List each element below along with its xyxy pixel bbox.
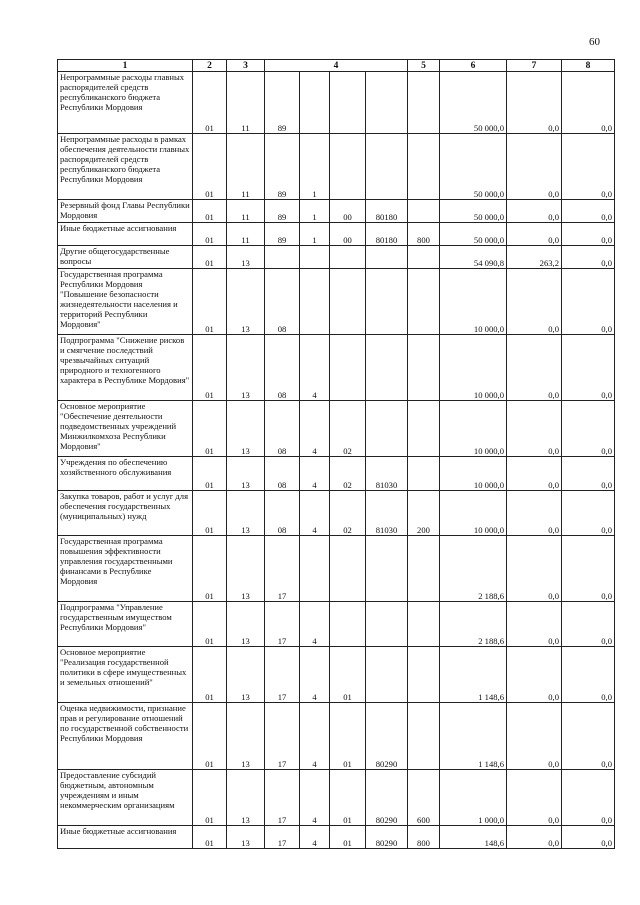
subsection-code-cell: 11 xyxy=(227,200,265,223)
subsection-code-cell: 11 xyxy=(227,223,265,246)
amount-col8-cell: 0,0 xyxy=(562,134,615,200)
amount-col8-cell: 0,0 xyxy=(562,647,615,703)
section-code-cell: 01 xyxy=(193,826,227,849)
subsection-code-cell: 11 xyxy=(227,72,265,134)
direction-code-cell: 81030 xyxy=(366,491,408,536)
table-row xyxy=(58,223,615,246)
subsection-code-cell: 13 xyxy=(227,602,265,647)
section-code-cell: 01 xyxy=(193,770,227,826)
amount-col7-cell: 0,0 xyxy=(507,335,562,401)
section-code-cell: 01 xyxy=(193,269,227,335)
direction-code-cell xyxy=(366,269,408,335)
row-name-cell: Закупка товаров, работ и услуг для обеспечения государственных (муниципальных) нужд xyxy=(58,491,193,536)
amount-col8-cell: 0,0 xyxy=(562,335,615,401)
section-code-cell: 01 xyxy=(193,401,227,457)
program-code-cell: 08 xyxy=(265,269,300,335)
amount-col6-cell: 50 000,0 xyxy=(440,200,507,223)
measure-code-cell xyxy=(330,536,366,602)
amount-col7-cell: 0,0 xyxy=(507,457,562,491)
amount-col8-cell: 0,0 xyxy=(562,491,615,536)
subprogram-code-cell: 1 xyxy=(300,134,330,200)
direction-code-cell: 81030 xyxy=(366,457,408,491)
section-code-cell: 01 xyxy=(193,602,227,647)
measure-code-cell xyxy=(330,72,366,134)
expense-type-cell xyxy=(408,536,440,602)
program-code-cell: 08 xyxy=(265,335,300,401)
amount-col7-cell: 0,0 xyxy=(507,72,562,134)
direction-code-cell xyxy=(366,246,408,269)
amount-col8-cell: 0,0 xyxy=(562,401,615,457)
row-name-cell: Иные бюджетные ассигнования xyxy=(58,223,193,246)
program-code-cell: 17 xyxy=(265,536,300,602)
direction-code-cell: 80290 xyxy=(366,826,408,849)
table-row xyxy=(58,335,615,401)
expense-type-cell: 600 xyxy=(408,770,440,826)
program-code-cell: 17 xyxy=(265,826,300,849)
subprogram-code-cell xyxy=(300,246,330,269)
direction-code-cell xyxy=(366,134,408,200)
table-row xyxy=(58,491,615,536)
amount-col7-cell: 263,2 xyxy=(507,246,562,269)
subprogram-code-cell: 1 xyxy=(300,223,330,246)
table-row xyxy=(58,457,615,491)
direction-code-cell: 80180 xyxy=(366,200,408,223)
amount-col7-cell: 0,0 xyxy=(507,647,562,703)
amount-col7-cell: 0,0 xyxy=(507,770,562,826)
measure-code-cell: 00 xyxy=(330,200,366,223)
table-row xyxy=(58,200,615,223)
section-code-cell: 01 xyxy=(193,703,227,770)
table-body xyxy=(58,72,615,849)
table-row xyxy=(58,770,615,826)
subprogram-code-cell: 4 xyxy=(300,491,330,536)
program-code-cell: 08 xyxy=(265,491,300,536)
measure-code-cell: 01 xyxy=(330,826,366,849)
subsection-code-cell: 13 xyxy=(227,826,265,849)
subprogram-code-cell: 4 xyxy=(300,826,330,849)
table-row xyxy=(58,269,615,335)
subprogram-code-cell xyxy=(300,269,330,335)
program-code-cell: 17 xyxy=(265,602,300,647)
subprogram-code-cell: 4 xyxy=(300,647,330,703)
measure-code-cell: 01 xyxy=(330,647,366,703)
amount-col6-cell: 10 000,0 xyxy=(440,457,507,491)
row-name-cell: Другие общегосударственные вопросы xyxy=(58,246,193,269)
subprogram-code-cell: 1 xyxy=(300,200,330,223)
amount-col8-cell: 0,0 xyxy=(562,770,615,826)
amount-col6-cell: 2 188,6 xyxy=(440,602,507,647)
section-code-cell: 01 xyxy=(193,335,227,401)
table-row xyxy=(58,826,615,849)
section-code-cell: 01 xyxy=(193,223,227,246)
amount-col8-cell: 0,0 xyxy=(562,269,615,335)
expense-type-cell xyxy=(408,647,440,703)
amount-col8-cell: 0,0 xyxy=(562,826,615,849)
expense-type-cell xyxy=(408,269,440,335)
direction-code-cell: 80290 xyxy=(366,703,408,770)
direction-code-cell xyxy=(366,335,408,401)
expense-type-cell: 800 xyxy=(408,826,440,849)
amount-col8-cell: 0,0 xyxy=(562,200,615,223)
subsection-code-cell: 11 xyxy=(227,134,265,200)
header-cell: 2 xyxy=(193,60,227,72)
section-code-cell: 01 xyxy=(193,491,227,536)
section-code-cell: 01 xyxy=(193,72,227,134)
table-row xyxy=(58,134,615,200)
amount-col6-cell: 50 000,0 xyxy=(440,72,507,134)
table-row xyxy=(58,401,615,457)
table-row xyxy=(58,72,615,134)
amount-col7-cell: 0,0 xyxy=(507,269,562,335)
section-code-cell: 01 xyxy=(193,536,227,602)
section-code-cell: 01 xyxy=(193,134,227,200)
subsection-code-cell: 13 xyxy=(227,491,265,536)
amount-col7-cell: 0,0 xyxy=(507,223,562,246)
budget-table xyxy=(57,59,615,849)
program-code-cell: 89 xyxy=(265,200,300,223)
subprogram-code-cell: 4 xyxy=(300,602,330,647)
measure-code-cell: 02 xyxy=(330,491,366,536)
amount-col8-cell: 0,0 xyxy=(562,703,615,770)
row-name-cell: Непрограммные расходы в рамках обеспечения деятельности главных распорядителей средств республиканского бюджета Республики Мордовия xyxy=(58,134,193,200)
header-cell: 1 xyxy=(58,60,193,72)
row-name-cell: Основное мероприятие "Реализация государственной политики в сфере имущественных и земельных отношений" xyxy=(58,647,193,703)
row-name-cell: Резервный фонд Главы Республики Мордовия xyxy=(58,200,193,223)
amount-col8-cell: 0,0 xyxy=(562,223,615,246)
subsection-code-cell: 13 xyxy=(227,457,265,491)
page-number: 60 xyxy=(589,36,600,48)
subsection-code-cell: 13 xyxy=(227,401,265,457)
program-code-cell: 89 xyxy=(265,134,300,200)
amount-col6-cell: 1 148,6 xyxy=(440,703,507,770)
row-name-cell: Подпрограмма "Снижение рисков и смягчение последствий чрезвычайных ситуаций природного и техногенного характера в Республике Мордовия" xyxy=(58,335,193,401)
row-name-cell: Государственная программа Республики Мордовия "Повышение безопасности жизнедеятельности населения и территорий Республики Мордовия" xyxy=(58,269,193,335)
header-row xyxy=(58,60,615,72)
header-cell: 8 xyxy=(562,60,615,72)
expense-type-cell: 800 xyxy=(408,223,440,246)
subsection-code-cell: 13 xyxy=(227,647,265,703)
amount-col6-cell: 10 000,0 xyxy=(440,335,507,401)
measure-code-cell xyxy=(330,602,366,647)
expense-type-cell xyxy=(408,602,440,647)
subprogram-code-cell: 4 xyxy=(300,770,330,826)
measure-code-cell xyxy=(330,246,366,269)
amount-col8-cell: 0,0 xyxy=(562,72,615,134)
section-code-cell: 01 xyxy=(193,246,227,269)
direction-code-cell: 80290 xyxy=(366,770,408,826)
subprogram-code-cell: 4 xyxy=(300,703,330,770)
header-cell: 5 xyxy=(408,60,440,72)
expense-type-cell xyxy=(408,246,440,269)
amount-col6-cell: 10 000,0 xyxy=(440,401,507,457)
amount-col7-cell: 0,0 xyxy=(507,200,562,223)
measure-code-cell xyxy=(330,269,366,335)
amount-col8-cell: 0,0 xyxy=(562,536,615,602)
header-cell: 4 xyxy=(265,60,408,72)
expense-type-cell xyxy=(408,200,440,223)
header-cell: 3 xyxy=(227,60,265,72)
table-row xyxy=(58,536,615,602)
amount-col8-cell: 0,0 xyxy=(562,246,615,269)
direction-code-cell xyxy=(366,401,408,457)
row-name-cell: Основное мероприятие "Обеспечение деятельности подведомственных учреждений Минжилкомхоза Республики Мордовия" xyxy=(58,401,193,457)
amount-col6-cell: 2 188,6 xyxy=(440,536,507,602)
expense-type-cell: 200 xyxy=(408,491,440,536)
subprogram-code-cell: 4 xyxy=(300,401,330,457)
amount-col6-cell: 1 000,0 xyxy=(440,770,507,826)
amount-col7-cell: 0,0 xyxy=(507,134,562,200)
table-row xyxy=(58,602,615,647)
expense-type-cell xyxy=(408,335,440,401)
amount-col6-cell: 10 000,0 xyxy=(440,269,507,335)
program-code-cell: 89 xyxy=(265,223,300,246)
expense-type-cell xyxy=(408,134,440,200)
program-code-cell: 89 xyxy=(265,72,300,134)
row-name-cell: Оценка недвижимости, признание прав и регулирование отношений по государственной собственности Республики Мордовия xyxy=(58,703,193,770)
amount-col8-cell: 0,0 xyxy=(562,602,615,647)
table-row xyxy=(58,647,615,703)
subsection-code-cell: 13 xyxy=(227,335,265,401)
expense-type-cell xyxy=(408,401,440,457)
row-name-cell: Учреждения по обеспечению хозяйственного обслуживания xyxy=(58,457,193,491)
subsection-code-cell: 13 xyxy=(227,269,265,335)
amount-col6-cell: 1 148,6 xyxy=(440,647,507,703)
table-row xyxy=(58,703,615,770)
amount-col8-cell: 0,0 xyxy=(562,457,615,491)
program-code-cell: 17 xyxy=(265,703,300,770)
subsection-code-cell: 13 xyxy=(227,770,265,826)
program-code-cell xyxy=(265,246,300,269)
program-code-cell: 17 xyxy=(265,770,300,826)
expense-type-cell xyxy=(408,457,440,491)
subsection-code-cell: 13 xyxy=(227,246,265,269)
program-code-cell: 08 xyxy=(265,401,300,457)
subprogram-code-cell: 4 xyxy=(300,457,330,491)
header-cell: 6 xyxy=(440,60,507,72)
measure-code-cell: 02 xyxy=(330,401,366,457)
header-cell: 7 xyxy=(507,60,562,72)
program-code-cell: 17 xyxy=(265,647,300,703)
measure-code-cell xyxy=(330,335,366,401)
subprogram-code-cell xyxy=(300,536,330,602)
subsection-code-cell: 13 xyxy=(227,703,265,770)
direction-code-cell xyxy=(366,536,408,602)
amount-col6-cell: 50 000,0 xyxy=(440,223,507,246)
section-code-cell: 01 xyxy=(193,457,227,491)
subprogram-code-cell xyxy=(300,72,330,134)
subsection-code-cell: 13 xyxy=(227,536,265,602)
amount-col7-cell: 0,0 xyxy=(507,536,562,602)
expense-type-cell xyxy=(408,703,440,770)
amount-col7-cell: 0,0 xyxy=(507,602,562,647)
row-name-cell: Непрограммные расходы главных распорядителей средств республиканского бюджета Республики Мордовия xyxy=(58,72,193,134)
amount-col6-cell: 148,6 xyxy=(440,826,507,849)
expense-type-cell xyxy=(408,72,440,134)
program-code-cell: 08 xyxy=(265,457,300,491)
row-name-cell: Иные бюджетные ассигнования xyxy=(58,826,193,849)
table-row xyxy=(58,246,615,269)
row-name-cell: Предоставление субсидий бюджетным, автономным учреждениям и иным некоммерческим организациям xyxy=(58,770,193,826)
amount-col6-cell: 10 000,0 xyxy=(440,491,507,536)
section-code-cell: 01 xyxy=(193,200,227,223)
direction-code-cell xyxy=(366,72,408,134)
amount-col7-cell: 0,0 xyxy=(507,826,562,849)
amount-col7-cell: 0,0 xyxy=(507,401,562,457)
measure-code-cell: 01 xyxy=(330,703,366,770)
section-code-cell: 01 xyxy=(193,647,227,703)
direction-code-cell: 80180 xyxy=(366,223,408,246)
direction-code-cell xyxy=(366,602,408,647)
direction-code-cell xyxy=(366,647,408,703)
amount-col6-cell: 54 090,8 xyxy=(440,246,507,269)
measure-code-cell: 02 xyxy=(330,457,366,491)
measure-code-cell xyxy=(330,134,366,200)
measure-code-cell: 01 xyxy=(330,770,366,826)
subprogram-code-cell: 4 xyxy=(300,335,330,401)
amount-col7-cell: 0,0 xyxy=(507,491,562,536)
amount-col6-cell: 50 000,0 xyxy=(440,134,507,200)
row-name-cell: Государственная программа повышения эффективности управления государственными финансами в Республике Мордовия xyxy=(58,536,193,602)
row-name-cell: Подпрограмма "Управление государственным имуществом Республики Мордовия" xyxy=(58,602,193,647)
amount-col7-cell: 0,0 xyxy=(507,703,562,770)
measure-code-cell: 00 xyxy=(330,223,366,246)
